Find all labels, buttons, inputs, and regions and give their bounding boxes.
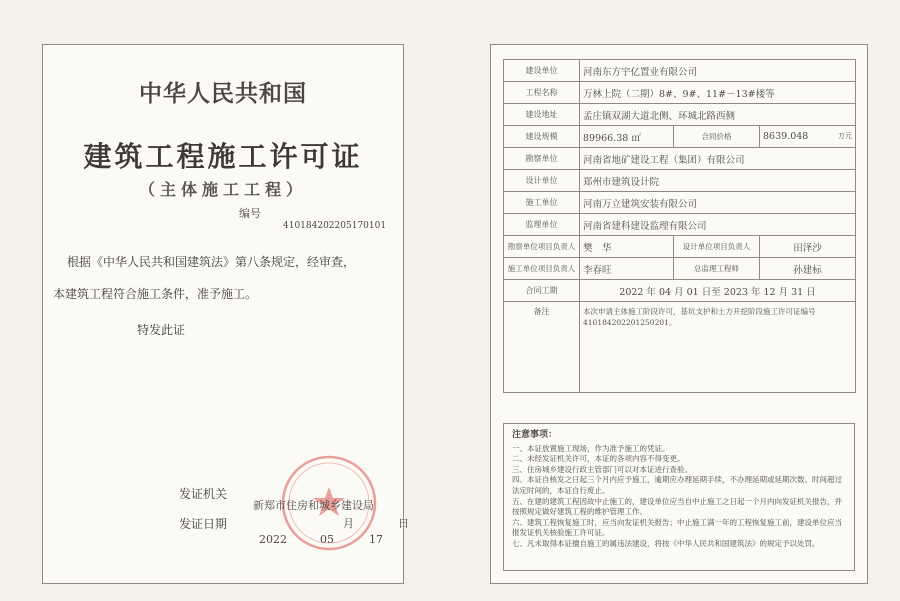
notice-item: 六、建筑工程恢复施工时，应当向发证机关报告；中止施工满一年的工程恢复施工前，建设单位应当报发证机关核验施工许可证。 [512,517,842,538]
contract-period-value: 2022 年 04 月 01 日至 2023 年 12 月 31 日 [580,280,856,302]
statement-line-2: 本建筑工程符合施工条件，准予施工。 [53,287,258,301]
permit-front-page [42,44,409,584]
row-label: 设计单位 [504,170,580,192]
notice-item: 七、凡未取得本证擅自施工的属违法建设，将按《中华人民共和国建筑法》的规定予以处罚。 [512,538,820,548]
issuer-name: 新郑市住房和城乡建设局 [253,499,374,512]
table-row [504,170,856,192]
issue-date-day-unit: 日 [398,517,409,530]
table-row [504,82,856,104]
project-name-value: 万林上院（二期）8#、9#、11#－13#楼等 [580,82,856,104]
table-row [504,104,856,126]
chief-supervisor-name: 孙建标 [760,258,856,280]
issue-date-day: 17 [369,533,383,546]
issue-date-month: 05 [320,533,334,546]
construction-lead-label: 施工单位项目负责人 [504,258,580,280]
survey-lead-label: 勘察单位项目负责人 [504,236,580,258]
contract-period-label: 合同工期 [504,280,580,302]
notice-box [503,423,855,571]
design-unit-value: 郑州市建筑设计院 [580,170,856,192]
contract-price-value: 8639.048 [763,131,809,142]
project-scale-value: 89966.38 ㎡ [580,126,674,148]
row-label: 建设规模 [504,126,580,148]
country-title: 中华人民共和国 [139,80,307,107]
permit-detail-page [490,44,868,584]
project-address-value: 孟庄镇双湖大道北侧、环城北路西侧 [580,104,856,126]
permit-subtitle: （主体施工工程） [138,180,307,199]
row-label: 建设地址 [504,104,580,126]
remark-cell [580,302,856,393]
survey-lead-name: 樊 华 [580,236,674,258]
supervision-unit-value: 河南省建科建设监理有限公司 [580,214,856,236]
developer-value: 河南东方宇亿置业有限公司 [580,60,856,82]
contract-price-cell [760,126,856,148]
notice-item: 四、本证自核发之日起三个月内应予施工，逾期应办理延期手续，不办理延期或延期次数、时间超过法定时间的，本证自行废止。 [512,475,842,495]
chief-supervisor-label: 总监理工程师 [674,258,760,280]
notice-item: 二、未经发证机关许可，本证的各项内容不得变更。 [512,454,685,464]
row-label: 工程名称 [504,82,580,104]
design-lead-label: 设计单位项目负责人 [674,236,760,258]
table-row [504,236,856,258]
remark-text: 本次申请主体施工阶段许可，基坑支护和土方开挖阶段施工许可证编号 410184202201250201。 [583,307,816,327]
issuer-label: 发证机关 [179,487,228,501]
row-label: 施工单位 [504,192,580,214]
row-label: 监理单位 [504,214,580,236]
issue-date-month-unit: 月 [343,517,354,530]
table-row [504,192,856,214]
table-row [504,126,856,148]
permit-title: 建筑工程施工许可证 [83,140,363,173]
remark-label: 备注 [504,302,580,393]
survey-unit-value: 河南省地矿建设工程（集团）有限公司 [580,148,856,170]
table-row [504,258,856,280]
row-label: 建设单位 [504,60,580,82]
table-row [504,60,856,82]
notice-item: 一、本证放置施工现场，作为准予施工的凭证。 [512,443,670,453]
issue-date-label: 发证日期 [179,517,228,531]
contract-price-label: 合同价格 [674,126,760,148]
project-info-table [503,59,856,393]
issue-date-year: 2022 [259,533,287,546]
notice-item: 五、在建的建筑工程因故中止施工的，建设单位应当自中止施工之日起一个月内向发证机关报告，并按照规定做好建筑工程的维护管理工作。 [512,496,842,517]
serial-label: 编号 [239,207,261,220]
special-issue-text: 特发此证 [137,323,186,337]
table-row [504,148,856,170]
design-lead-name: 田泽沙 [760,236,856,258]
notice-item: 三、住房城乡建设行政主管部门可以对本证进行查验。 [512,464,692,474]
table-row [504,280,856,302]
row-label: 勘察单位 [504,148,580,170]
statement-line-1: 根据《中华人民共和国建筑法》第八条规定，经审查， [67,255,356,269]
notice-title: 注意事项： [512,430,558,440]
construction-lead-name: 李春旺 [580,258,674,280]
table-row [504,302,856,393]
serial-number: 410184202205170101 [283,221,387,231]
contract-price-unit: 万元 [838,132,853,140]
table-row [504,214,856,236]
construction-unit-value: 河南万立建筑安装有限公司 [580,192,856,214]
